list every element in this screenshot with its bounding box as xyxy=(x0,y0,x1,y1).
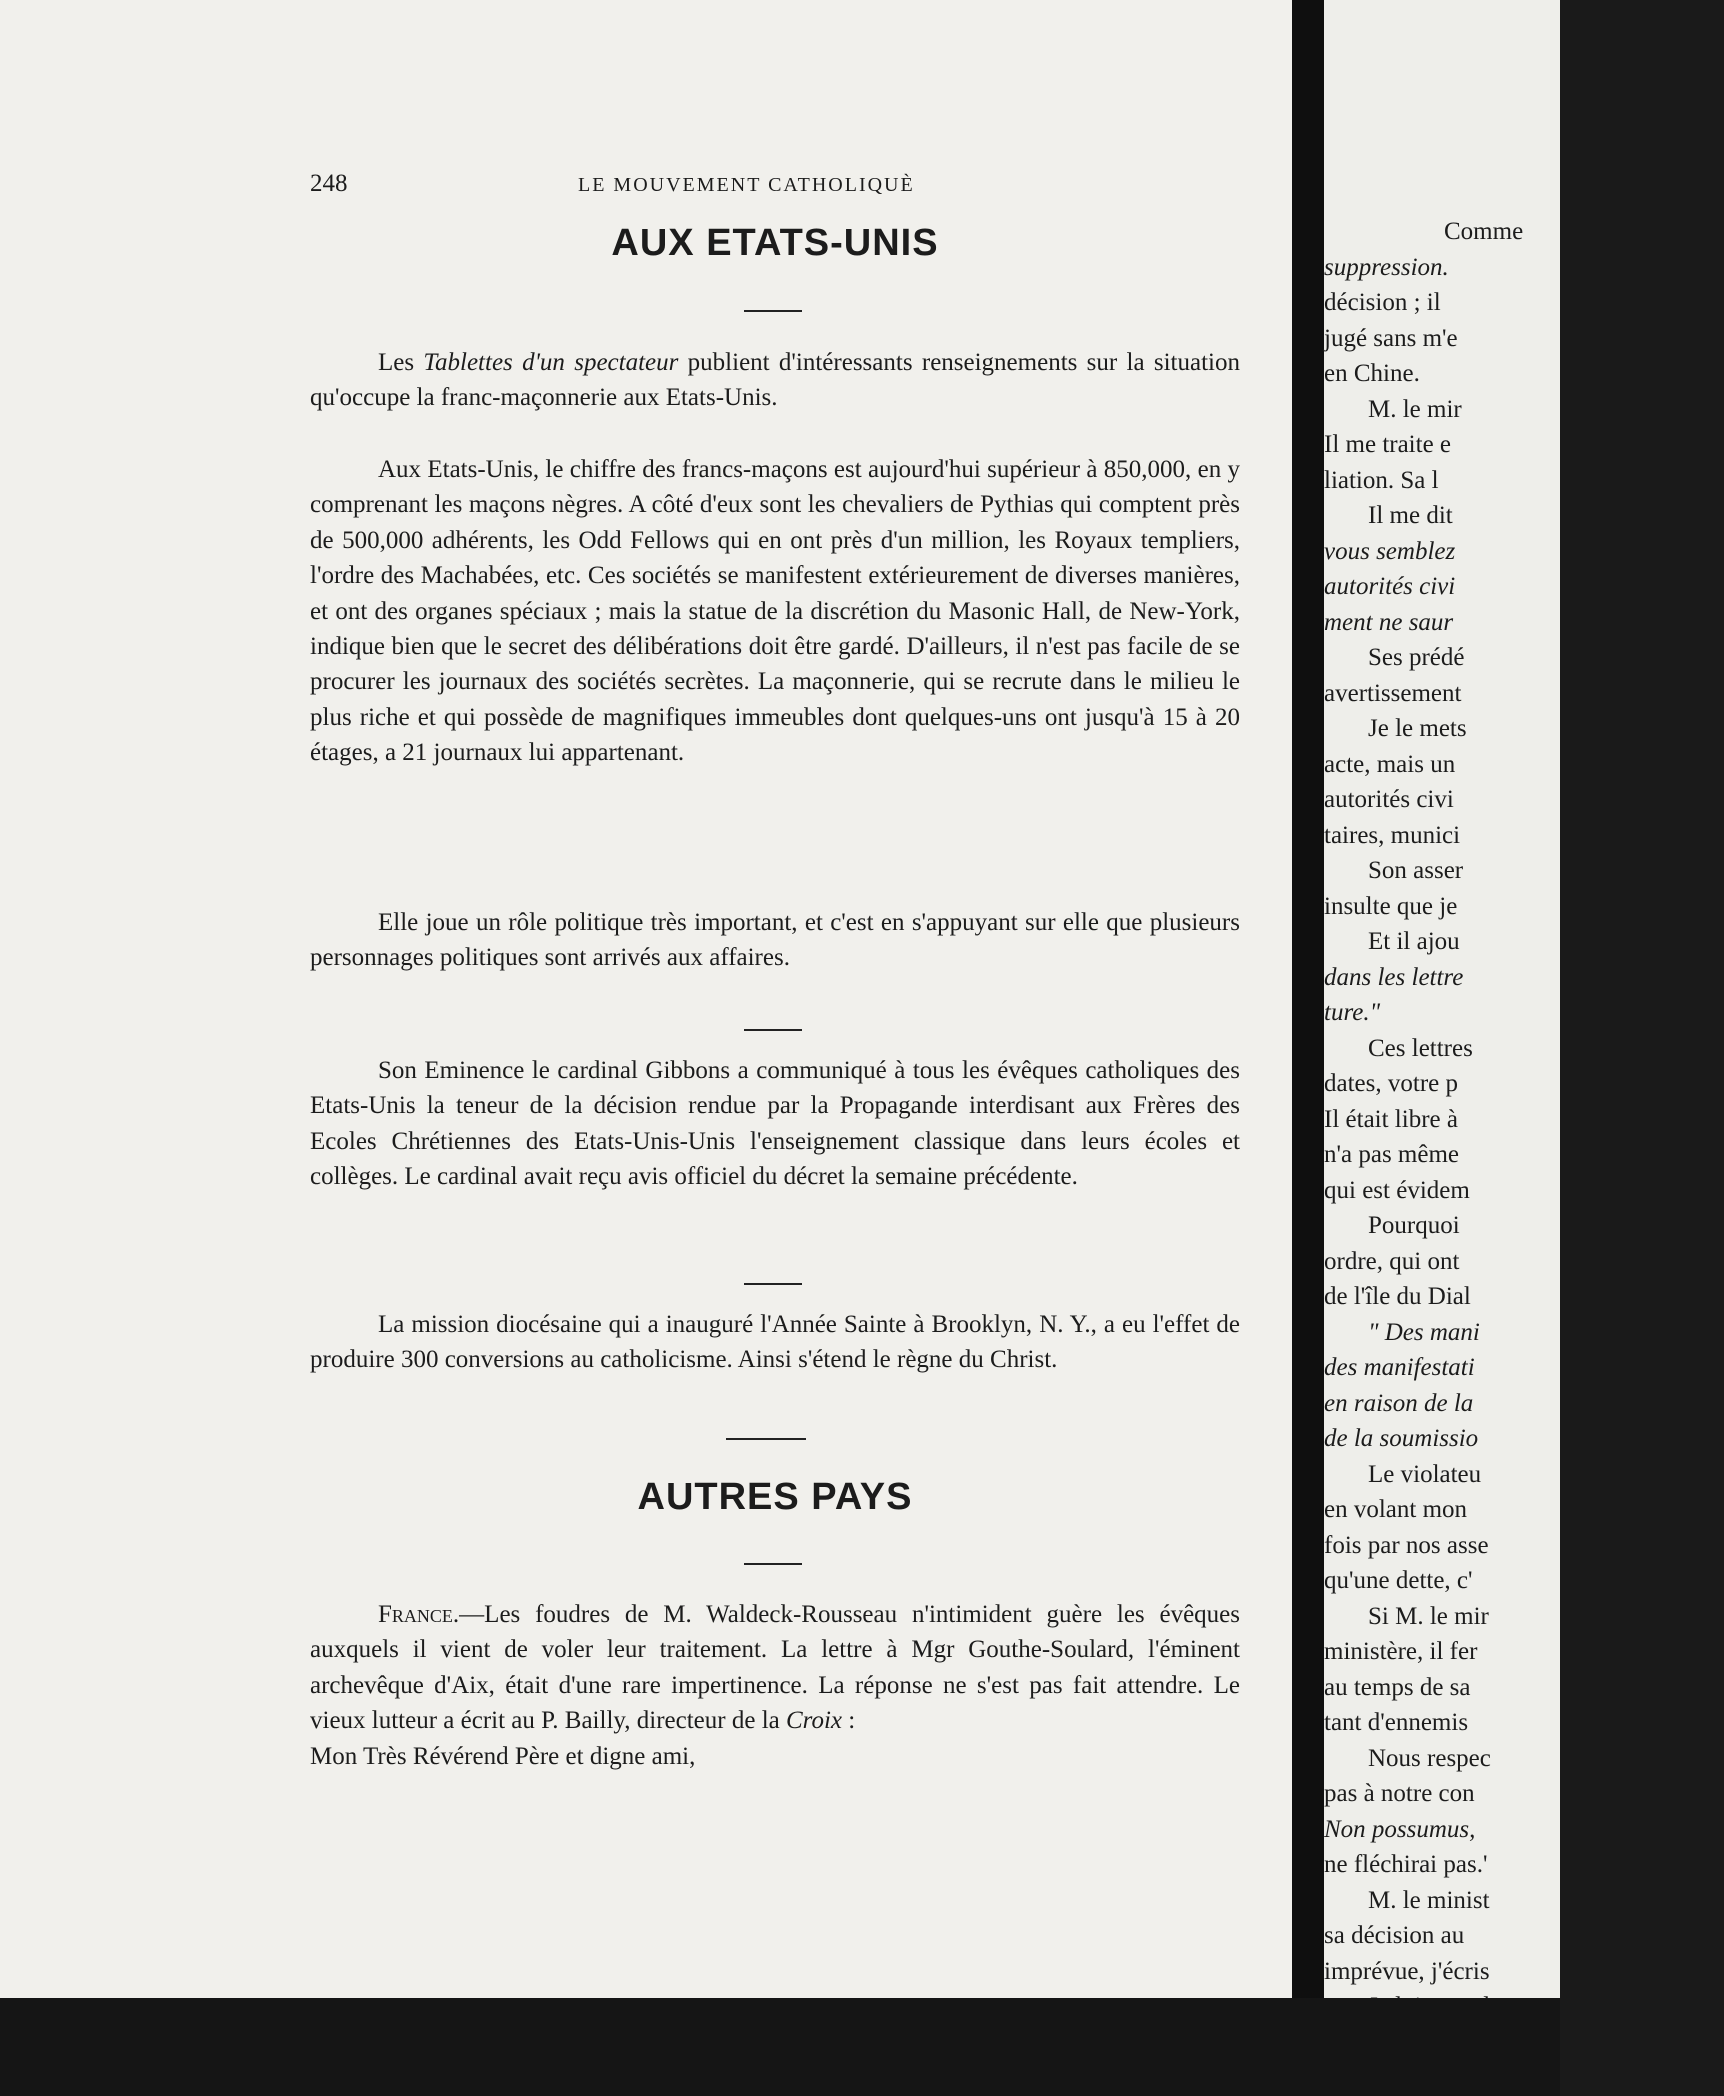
right-page-line: Si M. le mir xyxy=(1368,1602,1489,1630)
running-head xyxy=(0,170,1292,210)
running-title: LE MOUVEMENT CATHOLIQUÈ xyxy=(578,174,915,196)
right-page-line: taires, munici xyxy=(1324,821,1461,849)
right-page-line: imprévue, j'écris xyxy=(1324,1957,1490,1985)
paragraph-role-politique: Elle joue un rôle politique très important, et c'est en s'appuyant sur elle que plusieurs personnages politiques sont arrivés aux affaires. xyxy=(310,909,1240,972)
right-page-line: insulte que je xyxy=(1324,892,1458,920)
right-page-line: qui est évidem xyxy=(1324,1176,1470,1204)
section-divider xyxy=(744,1563,802,1565)
right-page-line: en Chine. xyxy=(1324,360,1420,387)
newspaper-title: Croix xyxy=(786,1707,843,1735)
right-page-line: qu'une dette, c' xyxy=(1324,1567,1473,1594)
right-page-line: ture." xyxy=(1324,999,1381,1026)
section-divider xyxy=(744,310,802,312)
letter-salutation: Mon Très Révérend Père et digne ami, xyxy=(310,1743,696,1770)
right-page-line: autorités civi xyxy=(1324,786,1454,813)
paragraph-cardinal-gibbons: Son Eminence le cardinal Gibbons a communiqué à tous les évêques catholiques des Etats-Unis la teneur de la décision rendue par la Propagande interdisant aux Frères des Ecoles Chrétiennes des Etats-Unis-Unis l'enseignement classique dans leurs écoles et collèges. Le cardinal avait reçu avis officiel du décret la semaine précédente. xyxy=(310,1057,1240,1191)
book-gutter xyxy=(1292,0,1324,1998)
paragraph-france xyxy=(310,1597,1240,1739)
right-page-line: Il me traite e xyxy=(1324,431,1452,458)
right-page-line: pas à notre con xyxy=(1324,1780,1475,1807)
right-page-line: ment ne saur xyxy=(1324,608,1454,636)
right-page-line: Ses prédé xyxy=(1368,644,1465,671)
right-page-line: en volant mon xyxy=(1324,1496,1468,1523)
right-page-line: suppression. xyxy=(1324,253,1449,281)
section-divider xyxy=(744,1029,802,1031)
right-page-line: Ces lettres xyxy=(1368,1034,1473,1062)
right-page-line: ministère, il fer xyxy=(1324,1638,1478,1665)
right-page-line: Le violateu xyxy=(1368,1460,1482,1488)
right-page-line: Il me dit xyxy=(1368,502,1453,529)
text-run: : xyxy=(842,1707,856,1735)
right-page-line: ne fléchirai pas.' xyxy=(1324,1851,1488,1878)
right-page-line: décision ; il xyxy=(1324,289,1441,316)
right-page-line: sa décision au xyxy=(1324,1922,1465,1949)
right-page-column xyxy=(1324,214,1724,2096)
right-page-line: M. le mir xyxy=(1368,395,1462,423)
text-run: publient d'intéressants renseignements sur la situation qu'occupe la franc-maçonnerie aux Etats-Unis. xyxy=(310,349,1240,412)
section-title-etats-unis: AUX ETATS-UNIS xyxy=(611,222,939,264)
right-page-line: autorités civi xyxy=(1324,573,1456,600)
right-page-line: Et il ajou xyxy=(1368,928,1460,955)
page-number: 248 xyxy=(310,170,348,197)
right-page-line: de la soumissio xyxy=(1324,1425,1479,1452)
right-page-line: Je le mets xyxy=(1368,715,1467,742)
right-page-line: fois par nos asse xyxy=(1324,1531,1489,1559)
right-page-line: Son asser xyxy=(1368,857,1464,884)
section-title-autres-pays: AUTRES PAYS xyxy=(637,1476,913,1518)
right-page-line: des manifestati xyxy=(1324,1354,1475,1381)
right-page-line: M. le minist xyxy=(1368,1886,1490,1914)
right-page-line: Comme xyxy=(1444,218,1524,245)
right-page-line: n'a pas même xyxy=(1324,1141,1460,1168)
right-page-line: jugé sans m'e xyxy=(1324,324,1458,352)
right-page-line: en raison de la xyxy=(1324,1389,1474,1417)
right-page-line: Nous respec xyxy=(1368,1744,1491,1772)
section-divider xyxy=(726,1438,806,1440)
right-page-line: " Des mani xyxy=(1368,1318,1480,1346)
paragraph-francs-macons: Aux Etats-Unis, le chiffre des francs-maçons est aujourd'hui supérieur à 850,000, en y comprenant les maçons nègres. A côté d'eux sont les chevaliers de Pythias qui comptent près de 500,000 adhérents, les Odd Fellows qui en ont près d'un million, les Royaux templiers, l'ordre des Machabées, etc. Ces sociétés se manifestent extérieurement de diverses manières, et ont des organes spéciaux ; mais la statue de la discrétion du Masonic Hall, de New-York, indique bien que le secret des délibérations doit être gardé. D'ailleurs, il n'est pas facile de se procurer les journaux des sociétés secrètes. La maçonnerie, qui se recrute dans le milieu le plus riche et qui possède de magnifiques immeubles dont quelques-uns ont jusqu'à 15 à 20 étages, a 21 journaux lui appartenant. xyxy=(310,456,1240,767)
right-page-line: Il était libre à xyxy=(1324,1105,1458,1133)
right-page-line: Non possumus, xyxy=(1324,1815,1476,1843)
right-page-line: avertissement xyxy=(1324,679,1462,707)
right-page-line: de l'île du Dial xyxy=(1324,1283,1471,1310)
paragraph-tablettes xyxy=(310,345,1240,416)
scan-border xyxy=(0,1998,1560,2096)
publication-title: Tablettes d'un spectateur xyxy=(423,349,679,376)
right-page-line: dates, votre p xyxy=(1324,1070,1458,1097)
section-divider xyxy=(744,1283,802,1285)
right-page-line: Pourquoi xyxy=(1368,1212,1460,1239)
text-run: Les xyxy=(378,349,424,376)
paragraph-mission-brooklyn: La mission diocésaine qui a inauguré l'Année Sainte à Brooklyn, N. Y., a eu l'effet de produire 300 conversions au catholicisme. Ainsi s'étend le règne du Christ. xyxy=(310,1311,1240,1374)
country-label: France. xyxy=(378,1601,460,1628)
right-page-line: dans les lettre xyxy=(1324,963,1464,991)
right-page-line: acte, mais un xyxy=(1324,750,1456,778)
right-page-fragment xyxy=(1324,0,1560,1998)
right-page-line: tant d'ennemis xyxy=(1324,1709,1469,1736)
right-page-line: au temps de sa xyxy=(1324,1673,1471,1701)
right-page-line: ordre, qui ont xyxy=(1324,1247,1460,1275)
text-run: —Les foudres de M. Waldeck-Rousseau n'intimident guère les évêques auxquels il vient de voler leur traitement. La lettre à Mgr Gouthe-Soulard, l'éminent archevêque d'Aix, était d'une rare impertinence. La réponse ne s'est pas fait attendre. Le vieux lutteur a écrit au P. Bailly, directeur de la xyxy=(310,1601,1240,1735)
right-page-line: vous semblez xyxy=(1324,537,1456,565)
right-page-line: liation. Sa l xyxy=(1324,466,1439,494)
